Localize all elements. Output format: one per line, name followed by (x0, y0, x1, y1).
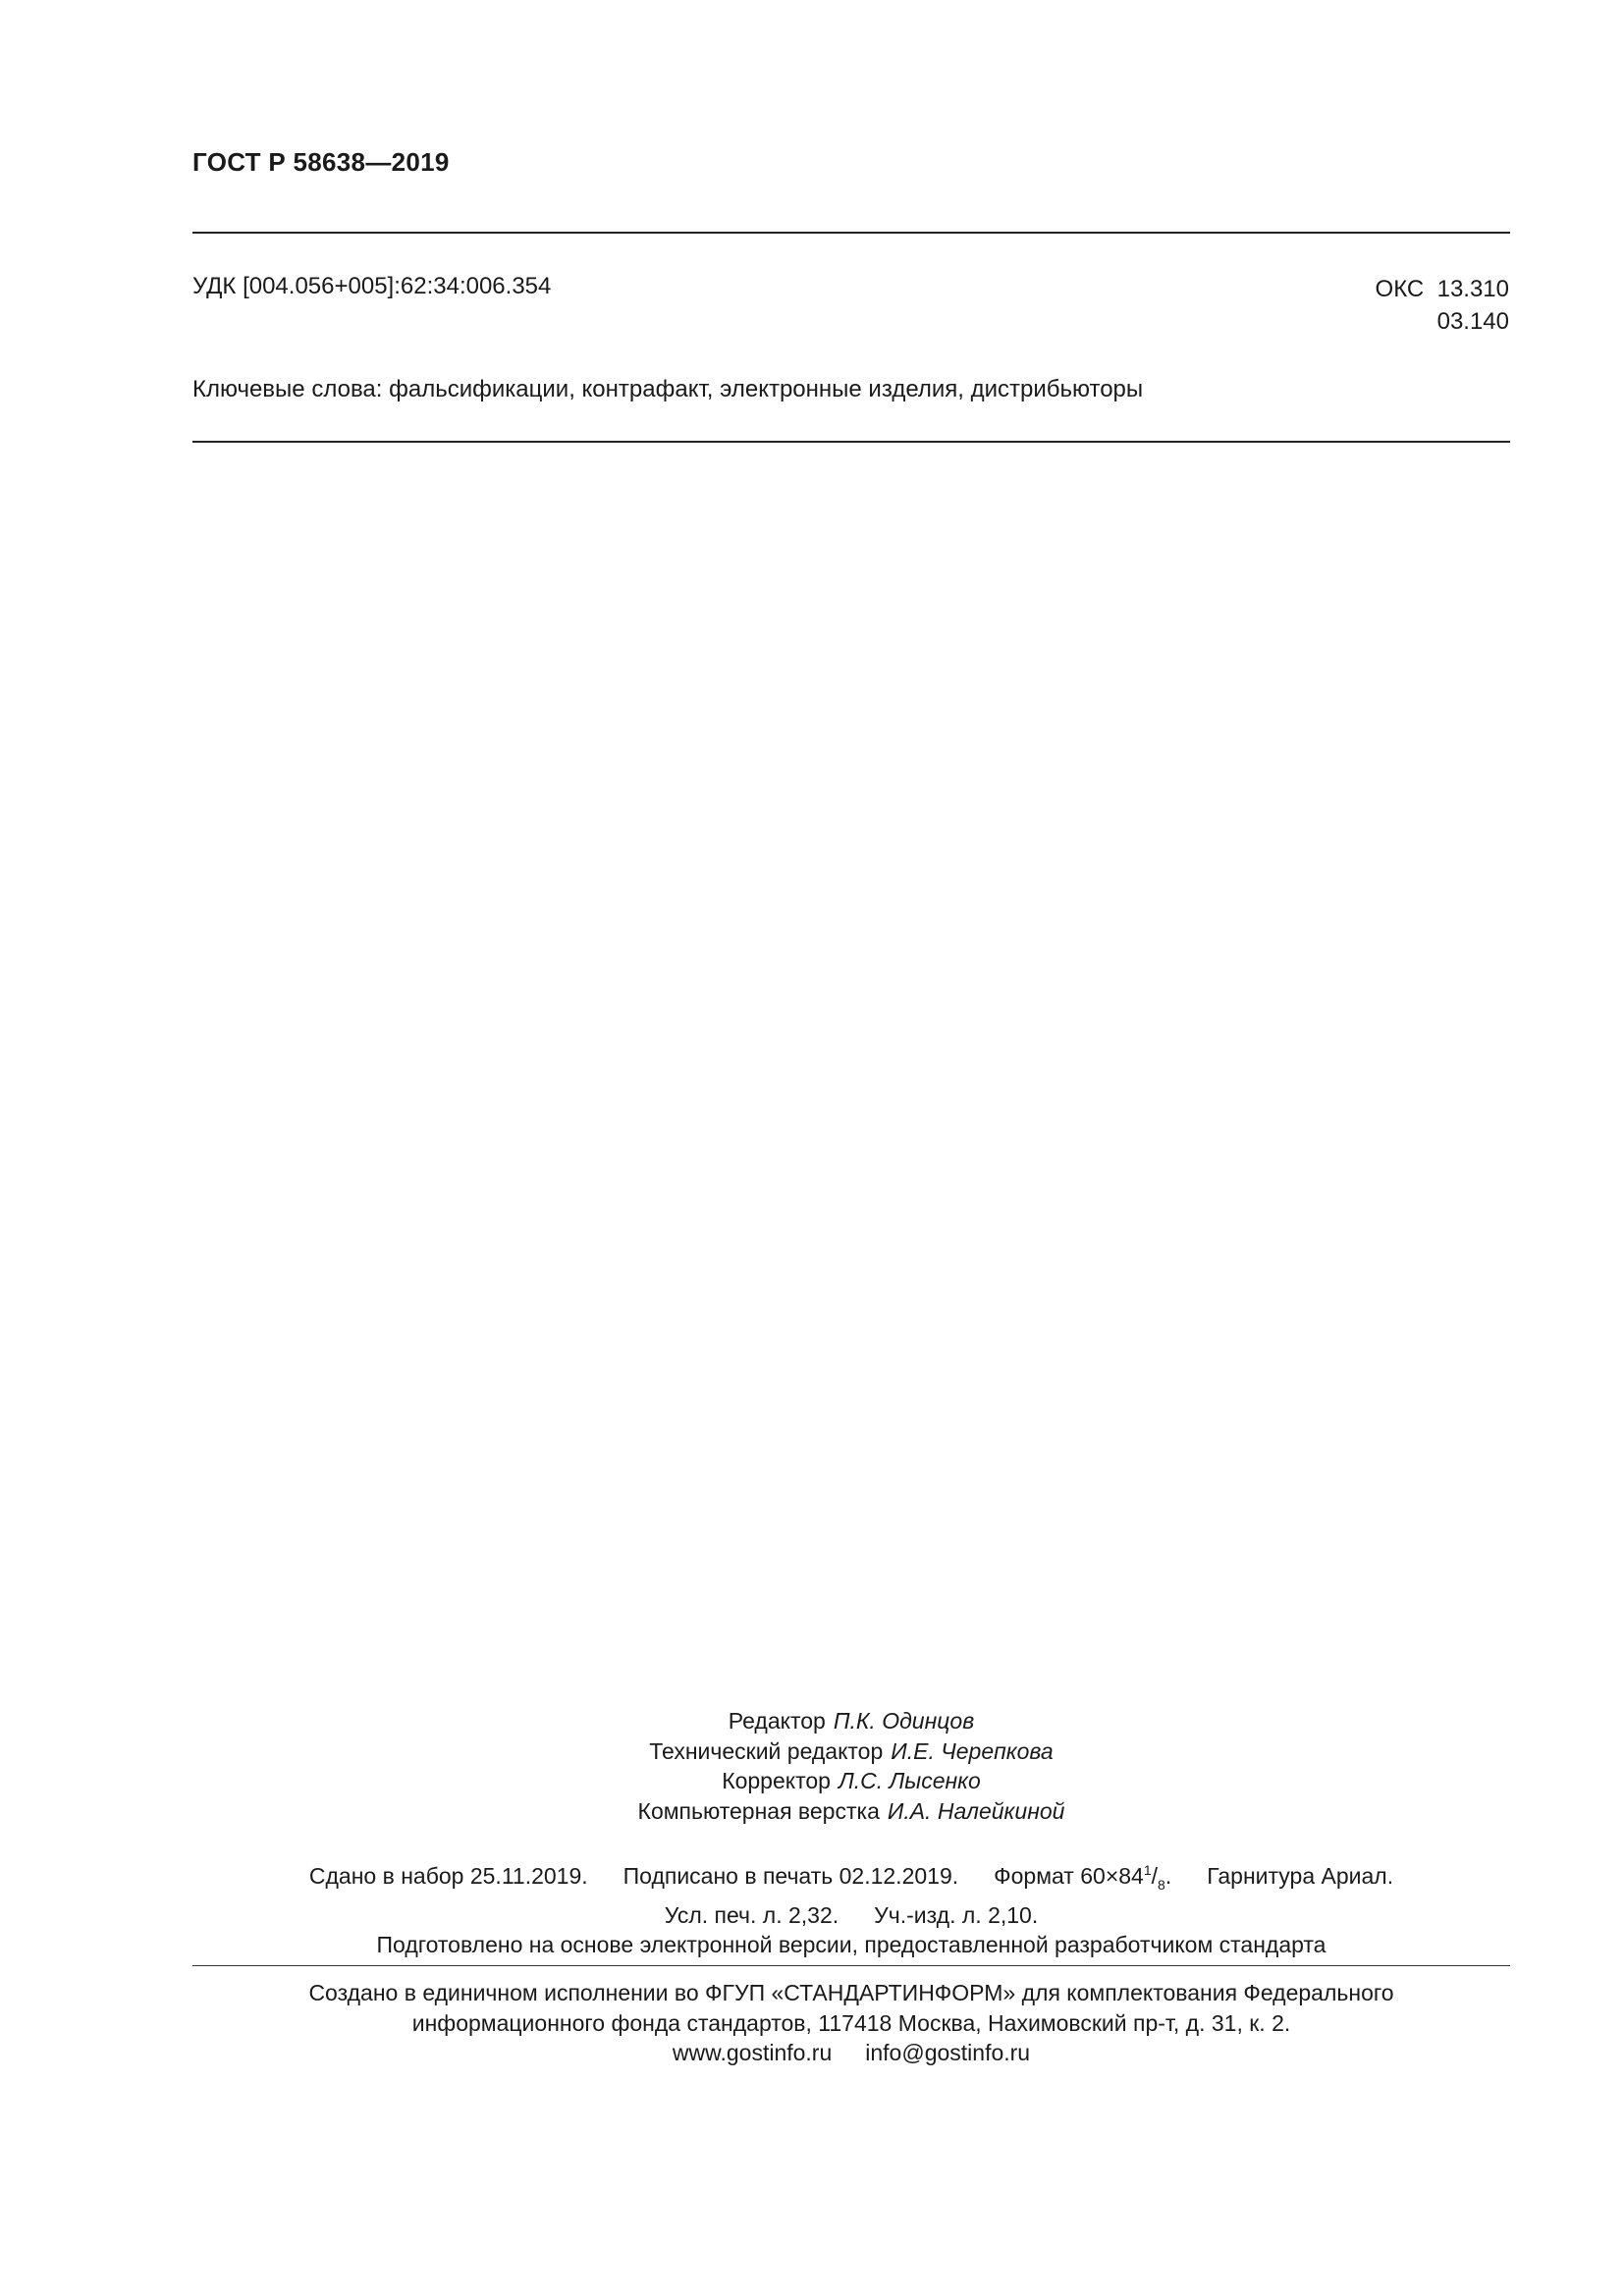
oks-block (1376, 273, 1509, 338)
publisher-line-1: Создано в единичном исполнении во ФГУП «СТАНДАРТИНФОРМ» для комплектования Федерального (308, 1980, 1394, 2005)
email-link[interactable]: info@gostinfo.ru (865, 2040, 1031, 2065)
imprint-divider (192, 1965, 1510, 1966)
credit-name: И.Е. Черепкова (891, 1737, 1054, 1764)
credit-name: П.К. Одинцов (833, 1708, 975, 1734)
submitted-date: Сдано в набор 25.11.2019. (308, 1863, 588, 1889)
credit-role: Редактор (728, 1708, 826, 1734)
signed-date: Подписано в печать 02.12.2019. (623, 1863, 959, 1889)
oks-row-1 (1376, 273, 1509, 305)
oks-code: 13.310 (1436, 276, 1509, 302)
credit-line-layout (0, 1796, 1624, 1827)
publisher-contacts (0, 2038, 1624, 2068)
credit-role: Технический редактор (649, 1737, 884, 1764)
keywords-line: Ключевые слова: фальсификации, контрафакт, электронные изделия, дистрибьюторы (192, 376, 1144, 402)
oks-row-2 (1376, 305, 1509, 338)
udk-code: УДК [004.056+005]:62:34:006.354 (192, 273, 552, 299)
credit-role: Компьютерная верстка (637, 1797, 880, 1824)
prepared-note: Подготовлено на основе электронной версии, предоставленной разработчиком стандарта (376, 1932, 1326, 1957)
credit-name: И.А. Налейкиной (887, 1797, 1065, 1824)
credit-name: Л.С. Лысенко (838, 1768, 981, 1793)
publisher-sheets: Уч.-изд. л. 2,10. (874, 1901, 1039, 1928)
imprint-block (0, 1855, 1624, 1960)
top-divider (192, 232, 1510, 234)
typeface: Гарнитура Ариал. (1207, 1863, 1394, 1889)
print-sheets: Усл. печ. л. 2,32. (664, 1901, 839, 1928)
paper-format: Формат $60\times 84^1/_8$. (994, 1862, 1172, 1893)
oks-code: 03.140 (1436, 308, 1509, 335)
publisher-block (0, 1978, 1624, 2068)
credits-block (0, 1706, 1624, 1826)
document-code: ГОСТ Р 58638—2019 (192, 147, 450, 177)
oks-label: ОКС (1375, 276, 1425, 302)
credit-line-editor (0, 1706, 1624, 1736)
credit-line-corrector (0, 1766, 1624, 1796)
imprint-line-1 (0, 1855, 1624, 1900)
website-link[interactable]: www.gostinfo.ru (672, 2040, 833, 2065)
keywords-divider (192, 441, 1510, 443)
credit-role: Корректор (722, 1768, 831, 1793)
credit-line-tech-editor (0, 1736, 1624, 1767)
publisher-line-2: информационного фонда стандартов, 117418 Москва, Нахимовский пр-т, д. 31, к. 2. (411, 2009, 1291, 2036)
imprint-line-2 (0, 1900, 1624, 1931)
